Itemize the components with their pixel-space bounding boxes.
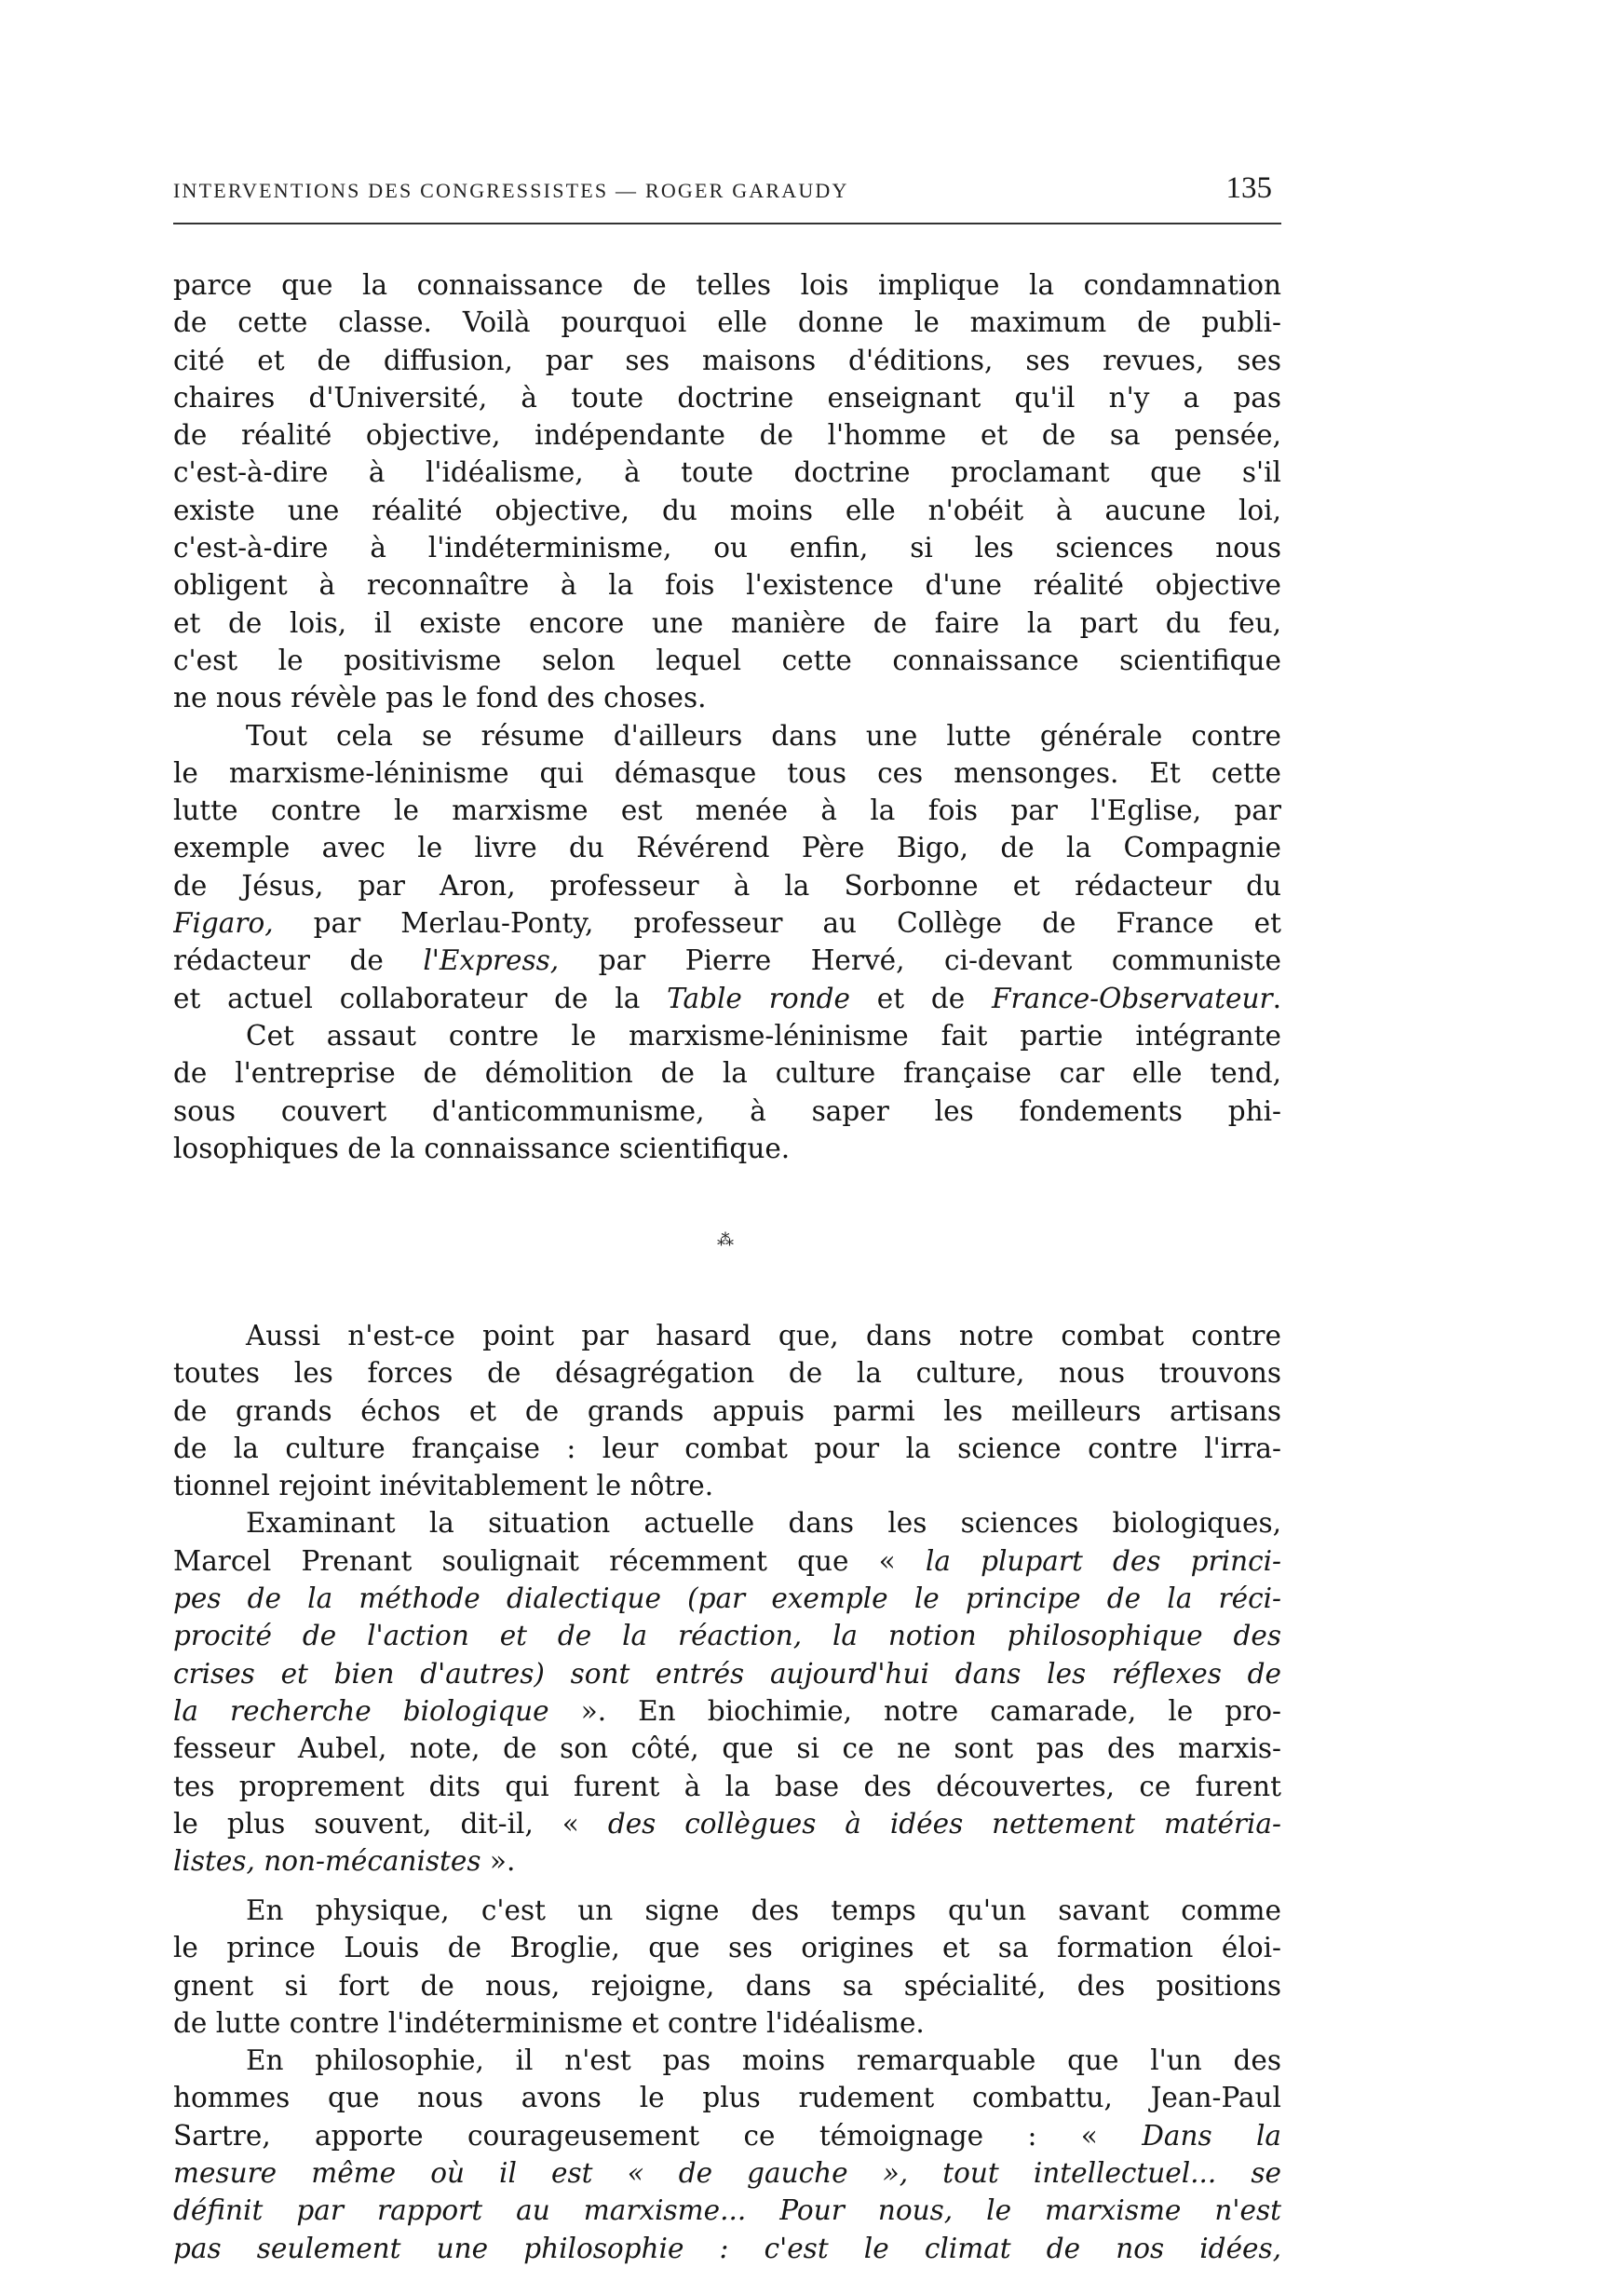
- italic-title: Figaro,: [173, 907, 274, 940]
- text-line: ne nous révèle pas le fond des choses.: [173, 682, 707, 714]
- text-line: et de lois, il existe encore une manière de faire la part du feu,: [173, 606, 1281, 639]
- text-line: de l'entreprise de démolition de la culture française car elle tend,: [173, 1057, 1281, 1090]
- text-line: tionnel rejoint inévitablement le nôtre.: [173, 1470, 714, 1502]
- running-head: [173, 171, 1281, 216]
- text-fragment: et actuel collaborateur de la: [173, 982, 668, 1014]
- text-line: de Jésus, par Aron, professeur à la Sorbonne et rédacteur du: [173, 869, 1281, 902]
- text-line: pas seulement une philosophie : c'est le climat de nos idées,: [173, 2232, 1281, 2264]
- text-line: [173, 1692, 1281, 1730]
- italic-quote: listes, non-mécanistes: [173, 1845, 481, 1878]
- text-line: le marxisme-léninisme qui démasque tous ces mensonges. Et cette: [173, 756, 1281, 789]
- text-line: fesseur Aubel, note, de son côté, que si ce ne sont pas des marxis-: [173, 1732, 1281, 1765]
- italic-quote: Dans la: [1142, 2119, 1281, 2152]
- text-fragment: et de: [849, 982, 993, 1014]
- text-line: losophiques de la connaissance scientifique.: [173, 1132, 791, 1164]
- text-line: [173, 1805, 1281, 1842]
- page-number: 135: [1225, 171, 1272, 205]
- text-line: de lutte contre l'indéterminisme et contre l'idéalisme.: [173, 2006, 925, 2039]
- text-line: exemple avec le livre du Révérend Père Bigo, de la Compagnie: [173, 832, 1281, 864]
- text-line: chaires d'Université, à toute doctrine enseignant qu'il n'y a pas: [173, 381, 1281, 414]
- text-line: de cette classe. Voilà pourquoi elle donne le maximum de publi-: [173, 306, 1281, 339]
- text-line: [173, 980, 1281, 1017]
- text-line: de grands échos et de grands appuis parmi les meilleurs artisans: [173, 1394, 1281, 1427]
- text-line: toutes les forces de désagrégation de la culture, nous trouvons: [173, 1357, 1281, 1390]
- text-line: existe une réalité objective, du moins elle n'obéit à aucune loi,: [173, 494, 1281, 526]
- text-line: Aussi n'est-ce point par hasard que, dans notre combat contre: [246, 1320, 1281, 1351]
- text-fragment: Sartre, apporte courageusement ce témoignage : «: [173, 2119, 1143, 2152]
- section-3: [173, 1892, 1281, 2267]
- italic-title: Table ronde: [667, 982, 850, 1014]
- text-line: Tout cela se résume d'ailleurs dans une lutte générale contre: [246, 719, 1281, 752]
- text-fragment: le plus souvent, dit-il, «: [173, 1807, 608, 1840]
- text-line: pes de la méthode dialectique (par exemple le principe de la réci-: [173, 1582, 1281, 1615]
- text-line: Examinant la situation actuelle dans les sciences biologiques,: [246, 1507, 1281, 1540]
- text-line: c'est le positivisme selon lequel cette connaissance scientifique: [173, 644, 1281, 676]
- text-line: [173, 2117, 1281, 2154]
- text-line: crises et bien d'autres) sont entrés aujourd'hui dans les réflexes de: [173, 1657, 1281, 1690]
- text-line: sous couvert d'anticommunisme, à saper les fondements phi-: [173, 1094, 1281, 1127]
- section-1: [173, 266, 1281, 1167]
- text-fragment: par Pierre Hervé, ci-devant communiste: [559, 944, 1281, 977]
- text-line: En physique, c'est un signe des temps qu'un savant comme: [246, 1894, 1281, 1926]
- text-fragment: ». En biochimie, notre camarade, le pro-: [548, 1694, 1281, 1727]
- italic-title: l'Express,: [423, 944, 560, 977]
- text-fragment: rédacteur de: [173, 944, 424, 977]
- text-line: c'est-à-dire à l'idéalisme, à toute doctrine proclamant que s'il: [173, 456, 1281, 489]
- text-fragment: ».: [480, 1845, 516, 1878]
- text-line: cité et de diffusion, par ses maisons d'éditions, ses revues, ses: [173, 344, 1281, 376]
- text-line: obligent à reconnaître à la fois l'existence d'une réalité objective: [173, 569, 1281, 602]
- text-line: de la culture française : leur combat pour la science contre l'irra-: [173, 1432, 1281, 1464]
- text-line: tes proprement dits qui furent à la base des découvertes, ce furent: [173, 1770, 1281, 1802]
- text-line: parce que la connaissance de telles lois implique la condamnation: [173, 269, 1281, 301]
- italic-quote: la recherche biologique: [173, 1694, 549, 1727]
- text-line: [173, 1842, 1281, 1880]
- text-line: lutte contre le marxisme est menée à la fois par l'Eglise, par: [173, 794, 1281, 827]
- text-fragment: Marcel Prenant soulignait récemment que «: [173, 1544, 926, 1577]
- text-line: gnent si fort de nous, rejoigne, dans sa spécialité, des positions: [173, 1969, 1281, 2002]
- text-line: [173, 904, 1281, 942]
- text-fragment: par Merlau-Ponty, professeur au Collège de France et: [273, 907, 1281, 940]
- header-rule: [173, 223, 1281, 224]
- text-fragment: .: [1272, 982, 1281, 1014]
- text-line: mesure même où il est « de gauche », tout intellectuel... se: [173, 2157, 1281, 2190]
- text-line: [173, 1542, 1281, 1580]
- italic-quote: la plupart des princi-: [925, 1544, 1281, 1577]
- text-line: définit par rapport au marxisme... Pour nous, le marxisme n'est: [173, 2194, 1281, 2227]
- italic-quote: des collègues à idées nettement matéria-: [607, 1807, 1281, 1840]
- text-line: procité de l'action et de la réaction, la notion philosophique des: [173, 1620, 1281, 1652]
- text-line: de réalité objective, indépendante de l'homme et de sa pensée,: [173, 419, 1281, 452]
- text-line: En philosophie, il n'est pas moins remarquable que l'un des: [246, 2044, 1281, 2077]
- italic-title: France-Observateur: [992, 982, 1273, 1014]
- text-line: c'est-à-dire à l'indéterminisme, ou enfin, si les sciences nous: [173, 532, 1281, 564]
- text-line: Cet assaut contre le marxisme-léninisme fait partie intégrante: [246, 1019, 1281, 1052]
- section-2: [173, 1317, 1281, 1880]
- running-title: INTERVENTIONS DES CONGRESSISTES — ROGER GARAUDY: [173, 179, 849, 202]
- text-line: le prince Louis de Broglie, que ses origines et sa formation éloi-: [173, 1932, 1281, 1964]
- text-line: hommes que nous avons le plus rudement combattu, Jean-Paul: [173, 2082, 1281, 2114]
- text-line: [173, 942, 1281, 979]
- asterism-separator: ⁂: [717, 1230, 734, 1250]
